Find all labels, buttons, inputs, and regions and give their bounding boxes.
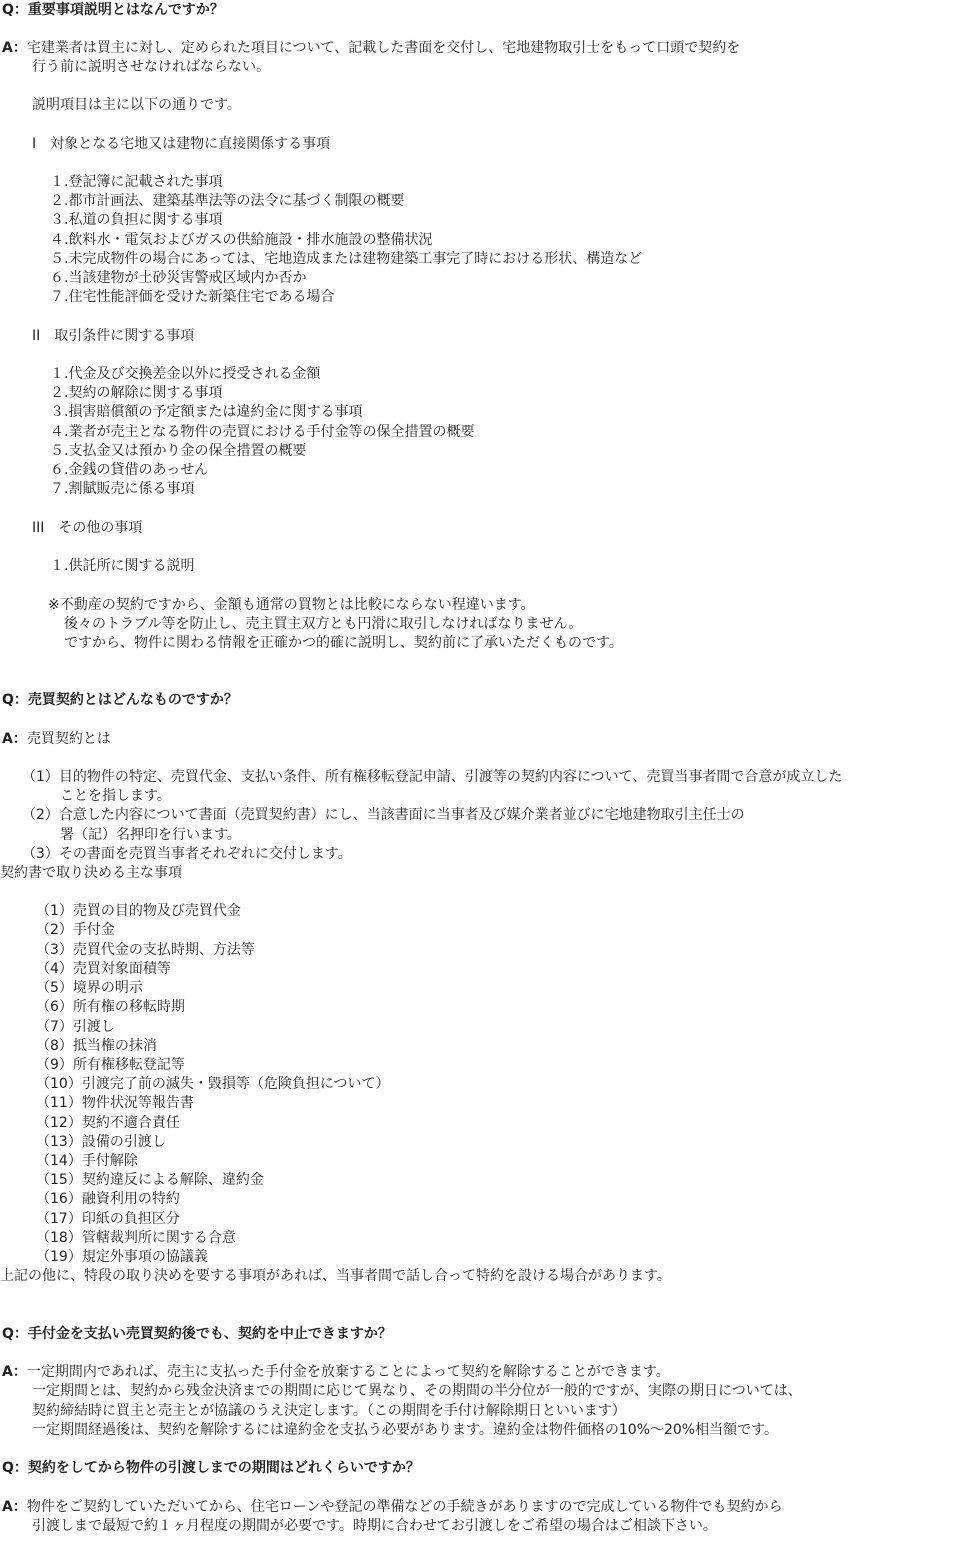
list-item: （9）所有権移転登記等: [36, 1057, 185, 1073]
answer-3-line-2: 一定期間とは、契約から残金決済までの期間に応じて異なり、その期間の半分位が一般的ですが、実際の期日については、: [32, 1383, 802, 1399]
question-text: 契約をしてから物件の引渡しまでの期間はどれくらいですか？: [27, 1460, 420, 1476]
section-heading-3: III その他の事項: [32, 520, 143, 536]
answer-4-line-2: 引渡しまで最短で約１ヶ月程度の期間が必要です。時期に合わせてお引渡しをご希望の場合はご相談下さい。: [32, 1518, 717, 1534]
list-item: （17）印紙の負担区分: [36, 1211, 180, 1227]
list-item: １.代金及び交換差金以外に授受される金額: [50, 366, 321, 382]
list-item: （18）管轄裁判所に関する合意: [36, 1230, 236, 1246]
list-item: ４.飲料水・電気およびガスの供給施設・排水施設の整備状況: [50, 232, 433, 248]
closing-note: 上記の他に、特段の取り決めを要する事項があれば、当事者間で話し合って特約を設ける場合があります。: [0, 1268, 671, 1284]
section-heading-2: II 取引条件に関する事項: [32, 328, 195, 344]
answer-3-line-4: 一定期間経過後は、契約を解除するには違約金を支払う必要があります。違約金は物件価格の10%～20%相当額です。: [32, 1422, 778, 1438]
list-item: ５.支払金又は預かり金の保全措置の概要: [50, 443, 307, 459]
question-4: [2, 1459, 420, 1478]
list-item: （7）引渡し: [36, 1019, 115, 1035]
list-item: （19）規定外事項の協議義: [36, 1249, 208, 1265]
list-item: （14）手付解除: [36, 1153, 138, 1169]
list-item: ６.金銭の貸借のあっせん: [50, 462, 209, 478]
answer-1-line-2: 行う前に説明させなければならない。: [32, 59, 270, 75]
list-item: ４.業者が売主となる物件の売買における手付金等の保全措置の概要: [50, 424, 475, 440]
list-item: （11）物件状況等報告書: [36, 1095, 194, 1111]
question-text: 手付金を支払い売買契約後でも、契約を中止できますか？: [27, 1326, 392, 1342]
list-item: ２.都市計画法、建築基準法等の法令に基づく制限の概要: [50, 193, 405, 209]
list-item: （4）売買対象面積等: [36, 961, 171, 977]
question-text: 売買契約とはどんなものですか？: [27, 692, 238, 708]
answer-3-line-1: [2, 1363, 670, 1382]
list-item: （8）抵当権の抹消: [36, 1038, 157, 1054]
q-label: Q：: [2, 692, 28, 708]
a-label: A：: [2, 1364, 27, 1380]
answer-3-line-3: 契約締結時に買主と売主とが協議のうえ決定します。（この期間を手付け解除期日といいます）: [32, 1403, 626, 1419]
list-item: （2）手付金: [36, 922, 115, 938]
list-item: ７.住宅性能評価を受けた新築住宅である場合: [50, 289, 335, 305]
answer-text: 売買契約とは: [26, 731, 111, 747]
step-2: （2）合意した内容について書面（売買契約書）にし、当該書面に当事者及び媒介業者並びに宅地建物取引主任士の: [22, 807, 745, 823]
step-3: （3）その書面を売買当事者それぞれに交付します。: [22, 846, 352, 862]
q-label: Q：: [2, 1326, 28, 1342]
list-item: ６.当該建物が土砂災害警戒区域内か否か: [50, 270, 307, 286]
list-item: ３.損害賠償額の予定額または違約金に関する事項: [50, 404, 363, 420]
note-line-3: ですから、物件に関わる情報を正確かつ的確に説明し、契約前に了承いただくものです。: [64, 635, 623, 651]
list-item: （12）契約不適合責任: [36, 1115, 180, 1131]
list-item: （10）引渡完了前の滅失・毀損等（危険負担について）: [36, 1076, 390, 1092]
list-item: （13）設備の引渡し: [36, 1134, 166, 1150]
answer-2-line-1: [2, 730, 111, 749]
list-item: （5）境界の明示: [36, 980, 143, 996]
section-heading-1: I 対象となる宅地又は建物に直接関係する事項: [32, 136, 331, 152]
list-item: １.登記簿に記載された事項: [50, 174, 223, 190]
step-2-cont: 署（記）名押印を行います。: [60, 827, 241, 843]
note-line-1: ※不動産の契約ですから、金額も通常の買物とは比較にならない程違います。: [48, 597, 535, 613]
question-3: [2, 1325, 392, 1344]
list-heading: 契約書で取り決める主な事項: [0, 865, 182, 881]
answer-text: 宅建業者は買主に対し、定められた項目について、記載した書面を交付し、宅地建物取引士をもって口頭で契約を: [26, 40, 741, 56]
list-item: ７.割賦販売に係る事項: [50, 481, 195, 497]
list-item: １.供託所に関する説明: [50, 558, 195, 574]
list-item: ５.未完成物件の場合にあっては、宅地造成または建物建築工事完了時における形状、構造など: [50, 251, 643, 267]
list-item: （1）売買の目的物及び売買代金: [36, 903, 241, 919]
a-label: A：: [2, 1499, 27, 1515]
question-text: 重要事項説明とはなんですか？: [27, 2, 224, 18]
list-item: （16）融資利用の特約: [36, 1191, 180, 1207]
answer-1-line-1: [2, 39, 740, 58]
list-item: ３.私道の負担に関する事項: [50, 212, 223, 228]
q-label: Q：: [2, 1460, 28, 1476]
step-1-cont: ことを指します。: [60, 788, 171, 804]
question-2: [2, 691, 238, 710]
a-label: A：: [2, 40, 27, 56]
list-item: ２.契約の解除に関する事項: [50, 385, 223, 401]
list-item: （15）契約違反による解除、違約金: [36, 1172, 264, 1188]
a-label: A：: [2, 731, 27, 747]
q-label: Q：: [2, 2, 28, 18]
question-1: [2, 1, 224, 20]
step-1: （1）目的物件の特定、売買代金、支払い条件、所有権移転登記申請、引渡等の契約内容について、売買当事者間で合意が成立した: [22, 769, 843, 785]
note-line-2: 後々のトラブル等を防止し、売主買主双方とも円滑に取引しなければなりません。: [64, 616, 583, 632]
answer-1-intro: 説明項目は主に以下の通りです。: [32, 97, 241, 113]
list-item: （6）所有権の移転時期: [36, 999, 185, 1015]
answer-4-line-1: [2, 1498, 783, 1517]
answer-text: 物件をご契約していただいてから、住宅ローンや登記の準備などの手続きがありますので完成している物件でも契約から: [26, 1499, 783, 1515]
list-item: （3）売買代金の支払時期、方法等: [36, 942, 255, 958]
answer-text: 一定期間内であれば、売主に支払った手付金を放棄することによって契約を解除することができます。: [26, 1364, 670, 1380]
